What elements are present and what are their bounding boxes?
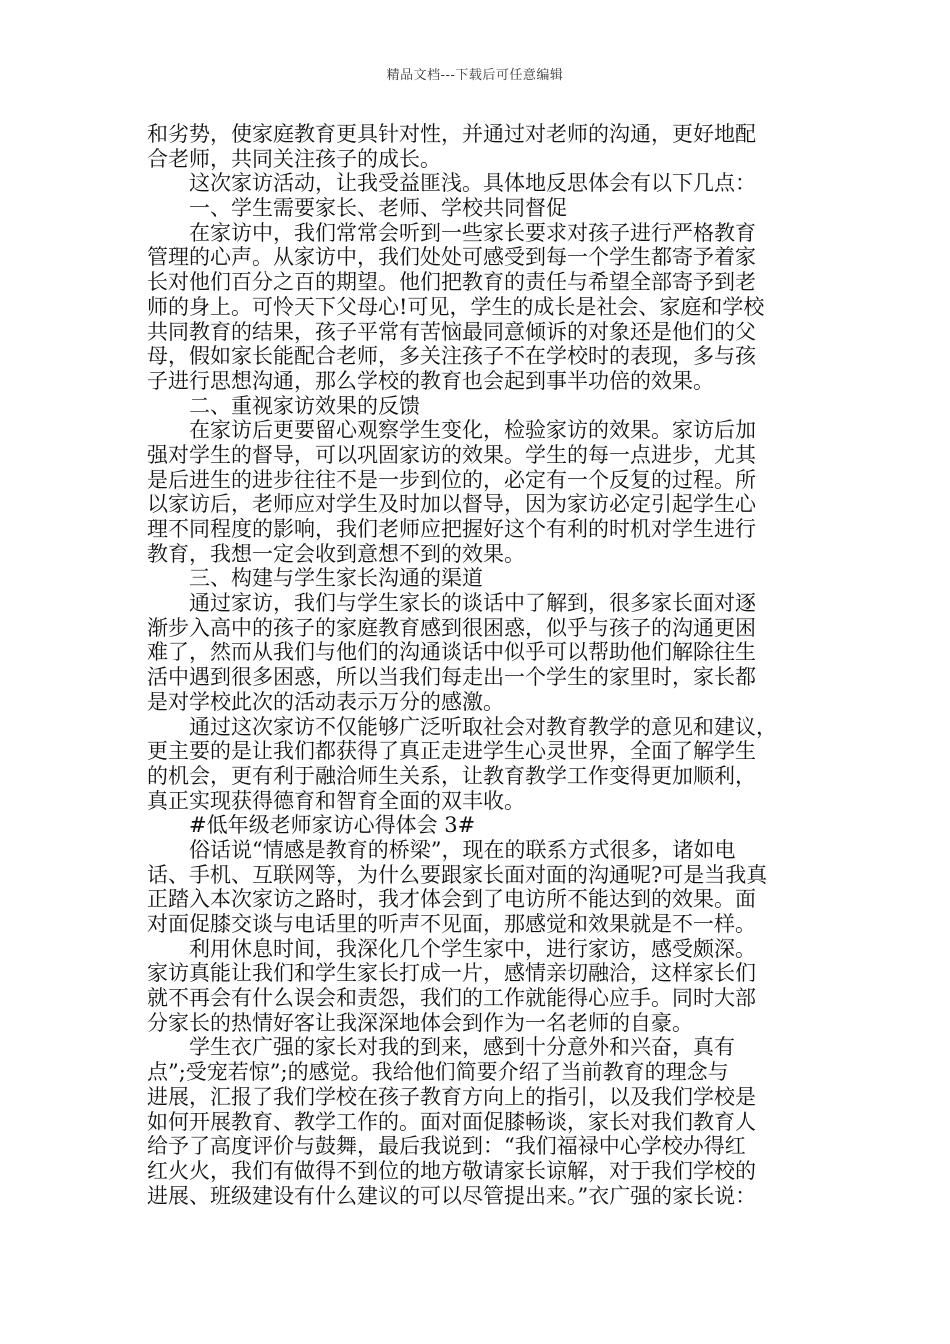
text-line: 师的身上。可怜天下父母心!可见，学生的成长是社会、家庭和学校 [147,294,765,319]
text-line: 这次家访活动，让我受益匪浅。具体地反思体会有以下几点： [189,171,756,196]
page-header: 精品文档---下载后可任意编辑 [386,68,564,83]
text-line: 分家长的热情好客让我深深地体会到作为一名老师的自豪。 [147,1010,693,1035]
text-line: 活中遇到很多困惑，所以当我们每走出一个学生的家里时，家长都 [147,665,756,690]
text-line: 点”;受宠若惊”;的感觉。我给他们简要介绍了当前教育的理念与 [147,1060,729,1085]
text-line: 红火火，我们有做得不到位的地方敬请家长谅解，对于我们学校的 [147,1158,756,1183]
text-line: 一、学生需要家长、老师、学校共同督促 [189,196,567,221]
text-line: 如何开展教育、教学工作的。面对面促膝畅谈，家长对我们教育人 [147,1109,756,1134]
text-line: 共同教育的结果，孩子平常有苦恼最同意倾诉的对象还是他们的父 [147,319,756,344]
text-line: 在家访中，我们常常会听到一些家长要求对孩子进行严格教育 [189,220,756,245]
text-line: 在家访后更要留心观察学生变化，检验家访的效果。家访后加 [189,418,756,443]
text-line: 合老师，共同关注孩子的成长。 [147,146,441,171]
text-line: 管理的心声。从家访中，我们处处可感受到每一个学生都寄予着家 [147,245,756,270]
text-line: 渐步入高中的孩子的家庭教育感到很困惑，似乎与孩子的沟通更困 [147,615,756,640]
text-line: 二、重视家访效果的反馈 [189,393,420,418]
text-line: 进展，汇报了我们学校在孩子教育方向上的指引，以及我们学校是 [147,1084,756,1109]
text-line: 长对他们百分之百的期望。他们把教育的责任与希望全部寄予到老 [147,270,756,295]
text-line: 教育，我想一定会收到意想不到的效果。 [147,541,525,566]
text-line: 三、构建与学生家长沟通的渠道 [189,566,483,591]
text-line: 正踏入本次家访之路时，我才体会到了电访所不能达到的效果。面 [147,887,756,912]
document-body [147,122,827,1208]
text-line: 是后进生的进步往往不是一步到位的，必定有一个反复的过程。所 [147,467,756,492]
text-line: #低年级老师家访心得体会 3# [189,813,476,838]
text-line: 对面促膝交谈与电话里的听声不见面，那感觉和效果就是不一样。 [147,912,756,936]
text-line: 是对学校此次的活动表示万分的感激。 [147,689,504,714]
text-line: 和劣势，使家庭教育更具针对性，并通过对老师的沟通，更好地配 [147,122,756,146]
text-line: 以家访后，老师应对学生及时加以督导，因为家访必定引起学生心 [147,492,756,517]
text-line: 俗话说“情感是教育的桥梁”，现在的联系方式很多，诸如电 [189,837,736,862]
text-line: 进展、班级建设有什么建议的可以尽管提出来。”衣广强的家长说： [147,1183,757,1208]
text-line: 更主要的是让我们都获得了真正走进学生心灵世界，全面了解学生 [147,739,756,764]
text-line: 利用休息时间，我深化几个学生家中，进行家访，感受颇深。 [189,936,756,961]
text-line: 子进行思想沟通，那么学校的教育也会起到事半功倍的效果。 [147,368,714,393]
text-line: 家访真能让我们和学生家长打成一片，感情亲切融洽，这样家长们 [147,961,756,986]
text-line: 通过这次家访不仅能够广泛听取社会对教育教学的意见和建议， [189,714,777,739]
text-line: 通过家访，我们与学生家长的谈话中了解到，很多家长面对逐 [189,591,756,616]
text-line: 学生衣广强的家长对我的到来，感到十分意外和兴奋，真有 [189,1035,735,1060]
text-line: 强对学生的督导，可以巩固家访的效果。学生的每一点进步，尤其 [147,442,756,467]
text-line: 话、手机、互联网等，为什么要跟家长面对面的沟通呢?可是当我真 [147,862,768,887]
text-line: 难了，然而从我们与他们的沟通谈话中似乎可以帮助他们解除往生 [147,640,756,665]
text-line: 母，假如家长能配合老师，多关注孩子不在学校时的表现，多与孩 [147,344,756,369]
text-line: 真正实现获得德育和智育全面的双丰收。 [147,788,525,813]
text-line: 就不再会有什么误会和责怨，我们的工作就能得心应手。同时大部 [147,986,756,1011]
text-line: 的机会，更有利于融洽师生关系，让教育教学工作变得更加顺利， [147,763,756,788]
text-line: 给予了高度评价与鼓舞，最后我说到：“我们福禄中心学校办得红 [147,1134,746,1159]
text-line: 理不同程度的影响，我们老师应把握好这个有利的时机对学生进行 [147,517,756,541]
